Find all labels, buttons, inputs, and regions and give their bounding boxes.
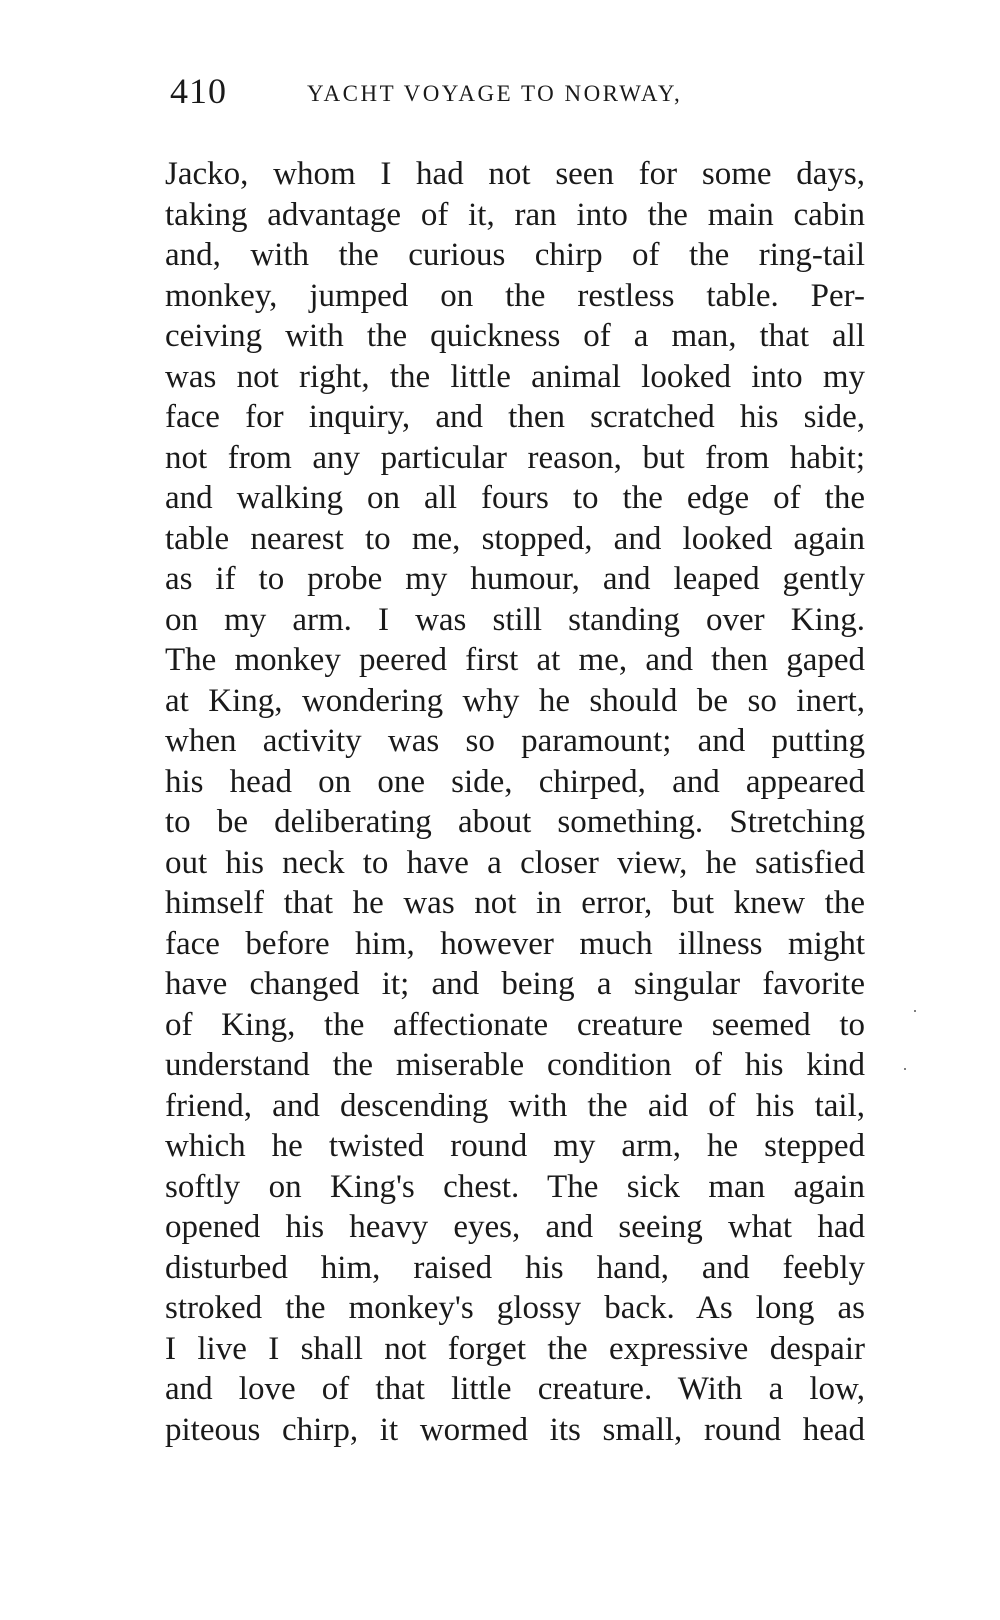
book-title: YACHT VOYAGE TO NORWAY, [307,81,683,106]
text-line: himself that he was not in error, but knew the [165,885,865,921]
text-line: which he twisted round my arm, he stepped [165,1128,865,1164]
text-line: ceiving with the quickness of a man, that all [165,318,865,354]
text-line: friend, and descending with the aid of his tail, [165,1087,865,1124]
text-line: and, with the curious chirp of the ring-tail [165,237,865,273]
text-line: stroked the monkey's glossy back. As long as [165,1290,865,1326]
text-line: softly on King's chest. The sick man again [165,1168,865,1205]
text-line: when activity was so paramount; and putting [165,723,865,759]
text-line: his head on one side, chirped, and appeared [165,763,865,800]
text-line: of King, the affectionate creature seemed to [165,1006,865,1043]
running-head [162,70,882,118]
text-line: Jacko, whom I had not seen for some days, [165,156,865,192]
text-line: understand the miserable condition of his kind [165,1047,865,1083]
text-line: as if to probe my humour, and leaped gently [165,561,865,597]
print-speck [914,1010,916,1012]
text-line: have changed it; and being a singular favorite [165,966,865,1002]
print-speck [904,1068,906,1070]
text-line: face for inquiry, and then scratched his side, [165,399,865,435]
text-line: and walking on all fours to the edge of the [165,480,865,516]
body-text [165,154,865,1450]
text-line: I live I shall not forget the expressive despair [165,1330,865,1367]
text-line: table nearest to me, stopped, and looked again [165,520,865,557]
text-line: at King, wondering why he should be so inert, [165,682,865,719]
text-line: monkey, jumped on the restless table. Per- [165,277,865,314]
text-line: disturbed him, raised his hand, and feebly [165,1249,865,1286]
text-line: was not right, the little animal looked into my [165,358,865,395]
text-line: piteous chirp, it wormed its small, round head [165,1411,865,1448]
text-line: not from any particular reason, but from habit; [165,439,865,476]
text-line: and love of that little creature. With a low, [165,1371,865,1407]
text-line: taking advantage of it, ran into the main cabin [165,196,865,233]
text-line: on my arm. I was still standing over King. [165,601,865,638]
text-line: to be deliberating about something. Stretching [165,804,865,840]
text-line: out his neck to have a closer view, he satisfied [165,844,865,881]
text-line: The monkey peered first at me, and then gaped [165,642,865,678]
page-number: 410 [170,71,227,111]
text-line: face before him, however much illness might [165,925,865,962]
text-line: opened his heavy eyes, and seeing what had [165,1209,865,1245]
